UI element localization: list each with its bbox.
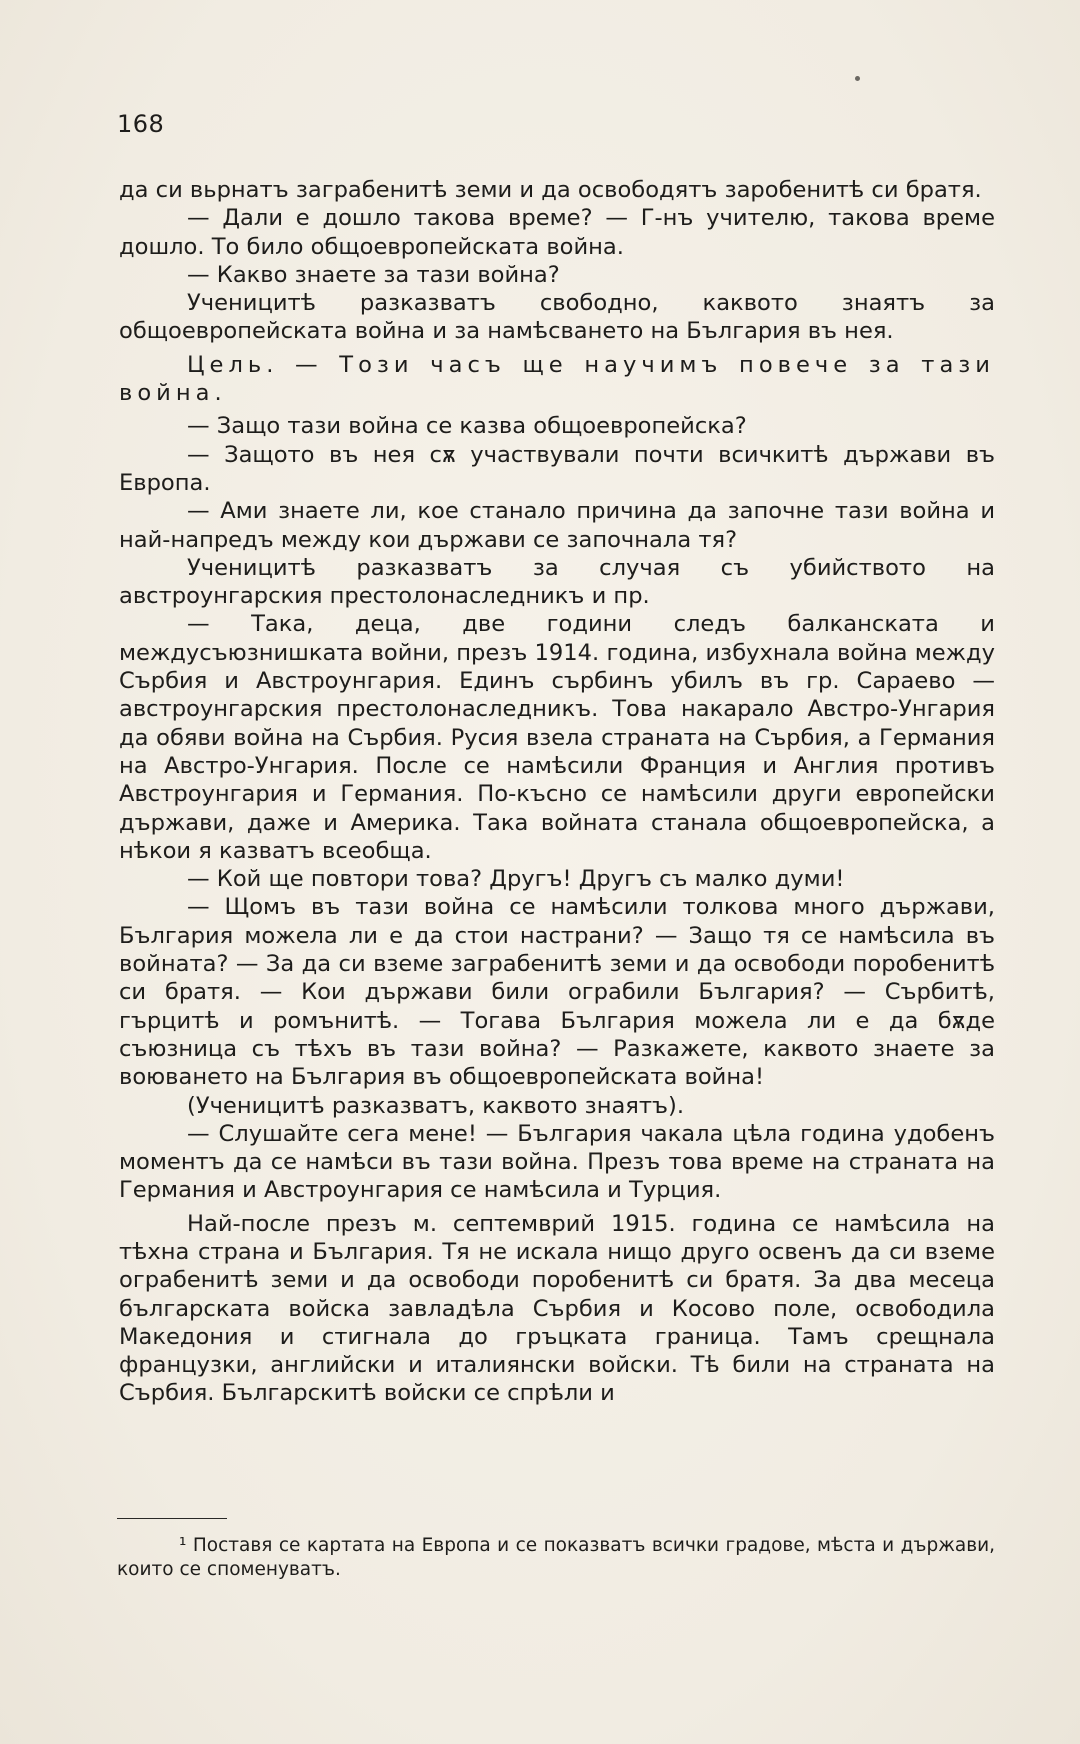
paragraph: — Така, деца, две години следъ балканската и междусъюзнишката войни, презъ 1914. година, избухнала война между Сърбия и Австроунгария. Единъ сърбинъ убилъ въ гр. Сараево — австроунгарския престолонаследникъ. Това накарало Австро-Унгария да обяви война на Сърбия. Русия взела страната на Сърбия, а Германия на Австро-Унгария. После се намѣсили Франция и Англия противъ Австроунгария и Германия. По-късно се намѣсили други европейски държави, даже и Америка. Така войната станала общоевропейска, а нѣкои я казватъ всеобща. [119, 611, 995, 864]
paragraph: — Защото въ нея сѫ участвували почти всичкитѣ държави въ Европа. [119, 441, 995, 496]
paragraph: Най-после презъ м. септемврий 1915. година се намѣсила на тѣхна страна и България. Тя не искала нищо друго освенъ да си вземе ограбенитѣ земи и да освободи поробенитѣ си братя. За два месеца българската войска завладѣла Сърбия и Косово поле, освободила Македония и стигнала до гръцката граница. Тамъ срещнала французки, английски и италиянски войски. Тѣ били на страната на Сърбия. Българскитѣ войски се спрѣли и [119, 1210, 995, 1407]
footnote-divider [117, 1518, 227, 1519]
paragraph-continuation: да си вьрнатъ заграбенитѣ земи и да освободятъ заробенитѣ си братя. [119, 177, 982, 203]
paragraph: — Дали е дошло такова време? — Г-нъ учителю, такова време дошло. То било общоевропейската война. [119, 205, 995, 260]
paragraph: — Слушайте сега мене! — България чакала цѣла година удобенъ моментъ да се намѣси въ тази война. Презъ това време на страната на Германия и Австроунгария се намѣсила и Турция. [119, 1120, 995, 1204]
paper-speck [855, 76, 860, 81]
paragraph: — Щомъ въ тази война се намѣсили толкова много държави, България можела ли е да стои настрани? — Защо тя се намѣсила въ войната? — За да си вземе заграбенитѣ земи и да освободи поробенитѣ си братя. — Кои държави били ограбили България? — Сърбитѣ, гърцитѣ и ромънитѣ. — Тогава България можела ли е да бѫде съюзница съ тѣхъ въ тази война? — Разкажете, каквото знаете за воюването на България въ общоевропейската война! [119, 894, 995, 1091]
paragraph: Ученицитѣ разказватъ свободно, каквото знаятъ за общоевропейската война и за намѣсването на България въ нея. [119, 290, 995, 345]
paragraph: — Ами знаете ли, кое станало причина да започне тази война и най-напредъ между кои държави се започнала тя? [119, 498, 995, 553]
page-number: 168 [117, 110, 165, 138]
paragraph: — Защо тази война се казва общоевропейска? [187, 413, 747, 440]
paragraph: — Какво знаете за тази война? [187, 261, 560, 288]
paragraph: Ученицитѣ разказватъ за случая съ убийството на австроунгарския престолонаследникъ и пр. [119, 554, 995, 610]
footnote: ¹ Поставя се картата на Европа и се показватъ всички градове, мѣста и държави, които се споменуватъ. [117, 1535, 995, 1580]
body-text [119, 176, 995, 1408]
paragraph: (Ученицитѣ разказватъ, каквото знаятъ). [187, 1092, 685, 1119]
paragraph: — Кой ще повтори това? Другъ! Другъ съ малко думи! [187, 866, 845, 893]
lesson-goal: Цель. — Този часъ ще научимъ повече за тази война. [119, 351, 995, 407]
